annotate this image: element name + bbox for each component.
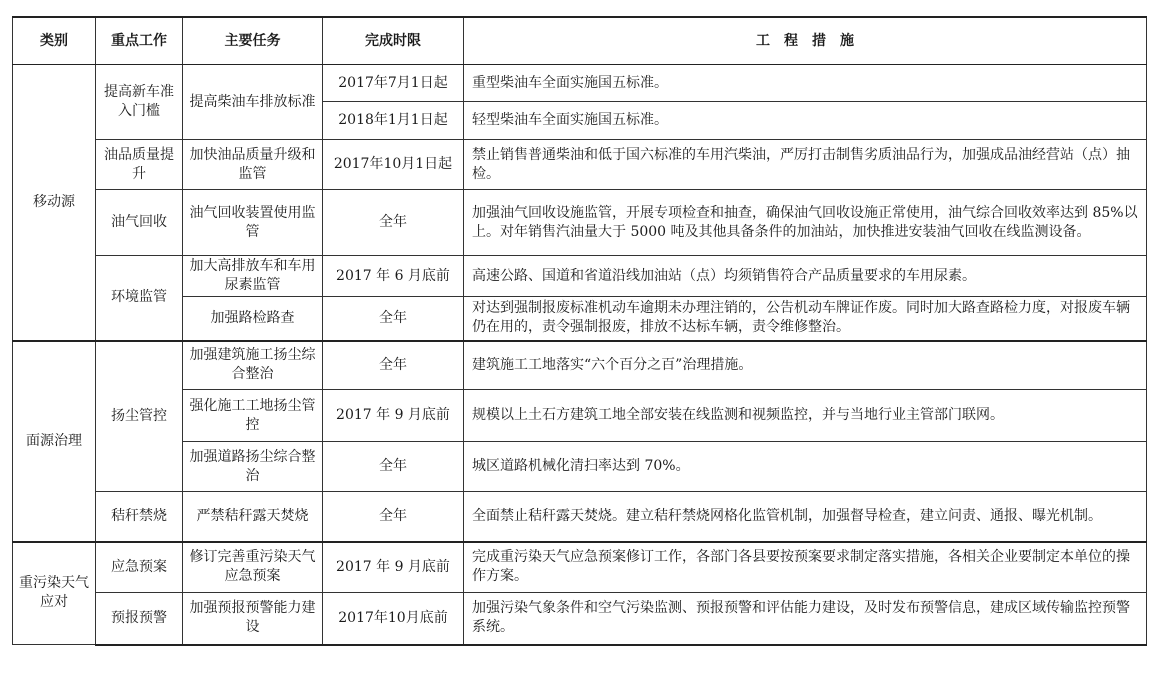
header-category: 类别 <box>13 17 96 65</box>
table-row <box>13 341 1147 390</box>
key-work-cell: 油气回收 <box>96 190 183 256</box>
deadline-cell: 2018年1月1日起 <box>323 102 464 140</box>
header-row <box>13 17 1147 65</box>
measure-cell: 重型柴油车全面实施国五标准。 <box>464 65 1147 102</box>
measure-cell: 加强污染气象条件和空气污染监测、预报预警和评估能力建设，及时发布预警信息，建成区域传输监控预警系统。 <box>464 593 1147 645</box>
deadline-cell: 全年 <box>323 190 464 256</box>
deadline-cell: 2017年7月1日起 <box>323 65 464 102</box>
deadline-cell: 2017 年 6 月底前 <box>323 256 464 297</box>
key-work-cell: 扬尘管控 <box>96 341 183 492</box>
deadline-cell: 全年 <box>323 297 464 341</box>
measures-table <box>12 16 1147 646</box>
table-row <box>13 593 1147 645</box>
key-work-cell: 油品质量提升 <box>96 140 183 190</box>
header-key-work: 重点工作 <box>96 17 183 65</box>
task-cell: 提高柴油车排放标准 <box>183 65 323 140</box>
table-row <box>13 256 1147 297</box>
deadline-cell: 2017年10月底前 <box>323 593 464 645</box>
key-work-cell: 环境监管 <box>96 256 183 341</box>
measure-cell: 加强油气回收设施监管，开展专项检查和抽查，确保油气回收设施正常使用，油气综合回收效率达到 85%以上。对年销售汽油量大于 5000 吨及其他具备条件的加油站，加快推进安装油气回收在线监测设备。 <box>464 190 1147 256</box>
table-row <box>13 492 1147 542</box>
table-row <box>13 140 1147 190</box>
key-work-cell: 应急预案 <box>96 542 183 593</box>
category-cell: 重污染天气应对 <box>13 542 96 645</box>
deadline-cell: 2017年10月1日起 <box>323 140 464 190</box>
deadline-cell: 全年 <box>323 492 464 542</box>
table-row <box>13 65 1147 102</box>
measure-cell: 对达到强制报废标准机动车逾期未办理注销的，公告机动车牌证作废。同时加大路查路检力度，对报废车辆仍在用的，责令强制报废，排放不达标车辆，责令维修整治。 <box>464 297 1147 341</box>
table-row <box>13 442 1147 492</box>
measure-cell: 禁止销售普通柴油和低于国六标准的车用汽柴油，严厉打击制售劣质油品行为，加强成品油经营站（点）抽检。 <box>464 140 1147 190</box>
deadline-cell: 全年 <box>323 442 464 492</box>
table-row <box>13 190 1147 256</box>
key-work-cell: 秸秆禁烧 <box>96 492 183 542</box>
task-cell: 加强预报预警能力建设 <box>183 593 323 645</box>
category-cell: 移动源 <box>13 65 96 341</box>
measure-cell: 完成重污染天气应急预案修订工作，各部门各县要按预案要求制定落实措施，各相关企业要制定本单位的操作方案。 <box>464 542 1147 593</box>
task-cell: 加强道路扬尘综合整治 <box>183 442 323 492</box>
task-cell: 修订完善重污染天气应急预案 <box>183 542 323 593</box>
measure-cell: 建筑施工工地落实“六个百分之百”治理措施。 <box>464 341 1147 390</box>
task-cell: 油气回收装置使用监管 <box>183 190 323 256</box>
task-cell: 严禁秸秆露天焚烧 <box>183 492 323 542</box>
table-row <box>13 390 1147 442</box>
deadline-cell: 2017 年 9 月底前 <box>323 390 464 442</box>
key-work-cell: 提高新车准入门槛 <box>96 65 183 140</box>
measures-table-container <box>12 16 1146 646</box>
measure-cell: 高速公路、国道和省道沿线加油站（点）均须销售符合产品质量要求的车用尿素。 <box>464 256 1147 297</box>
task-cell: 强化施工工地扬尘管控 <box>183 390 323 442</box>
header-measures: 工 程 措 施 <box>464 17 1147 65</box>
task-cell: 加强建筑施工扬尘综合整治 <box>183 341 323 390</box>
header-deadline: 完成时限 <box>323 17 464 65</box>
key-work-cell: 预报预警 <box>96 593 183 645</box>
table-row <box>13 542 1147 593</box>
task-cell: 加快油品质量升级和监管 <box>183 140 323 190</box>
deadline-cell: 2017 年 9 月底前 <box>323 542 464 593</box>
measure-cell: 城区道路机械化清扫率达到 70%。 <box>464 442 1147 492</box>
measure-cell: 全面禁止秸秆露天焚烧。建立秸秆禁烧网格化监管机制，加强督导检查，建立问责、通报、曝光机制。 <box>464 492 1147 542</box>
measure-cell: 轻型柴油车全面实施国五标准。 <box>464 102 1147 140</box>
deadline-cell: 全年 <box>323 341 464 390</box>
header-main-task: 主要任务 <box>183 17 323 65</box>
category-cell: 面源治理 <box>13 341 96 542</box>
task-cell: 加强路检路查 <box>183 297 323 341</box>
table-row <box>13 297 1147 341</box>
measure-cell: 规模以上土石方建筑工地全部安装在线监测和视频监控，并与当地行业主管部门联网。 <box>464 390 1147 442</box>
task-cell: 加大高排放车和车用尿素监管 <box>183 256 323 297</box>
